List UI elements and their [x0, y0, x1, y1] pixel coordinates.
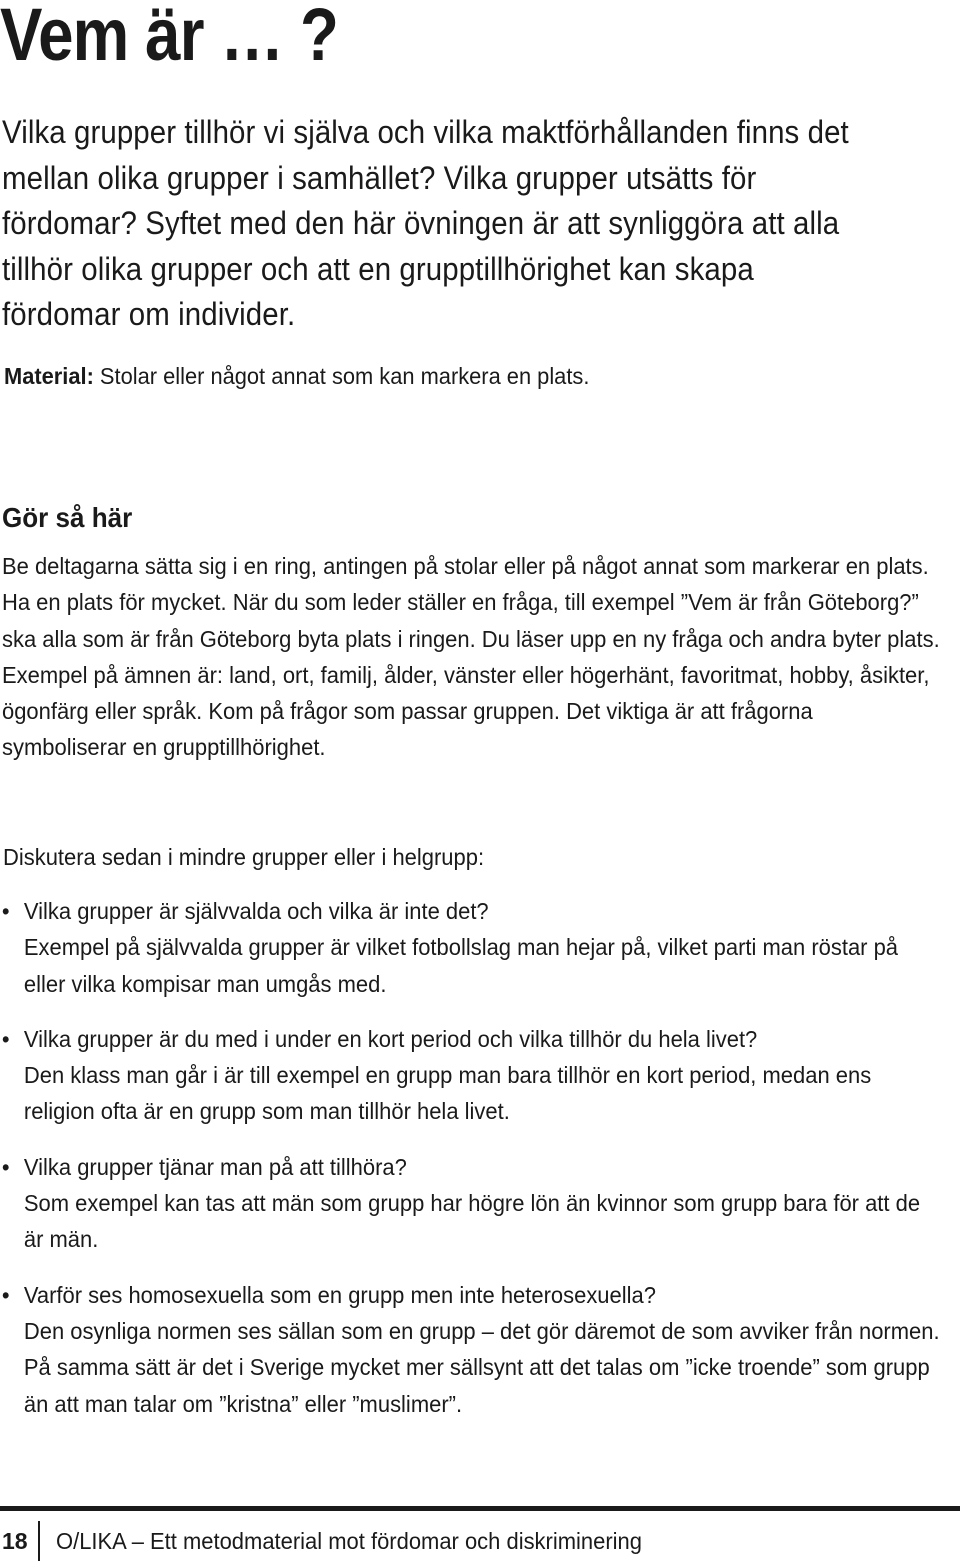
discussion-item [0, 1149, 945, 1258]
discussion-question: Vilka grupper tjänar man på att tillhöra? [23, 1153, 407, 1180]
discussion-question: Vilka grupper är du med i under en kort period och vilka tillhör du hela livet? [23, 1025, 758, 1052]
discussion-question: Varför ses homosexuella som en grupp men inte heterosexuella? [23, 1281, 656, 1308]
page-number: 18 [2, 1528, 28, 1554]
discussion-answer: Den osynliga normen ses sällan som en grupp – det gör däremot de som avviker från normen. På samma sätt är det i Sverige mycket mer sällsynt att det talas om ”icke troende” som grupp än att man talar om ”kristna” eller ”muslimer”. [23, 1317, 940, 1417]
discussion-answer: Exempel på självvalda grupper är vilket fotbollslag man hejar på, vilket parti man röstar på eller vilka kompisar man umgås med. [23, 934, 899, 997]
discussion-answer: Den klass man går i är till exempel en grupp man bara tillhör en kort period, medan ens religion ofta är en grupp som man tillhör hela livet. [23, 1062, 872, 1125]
footer-separator [38, 1521, 40, 1561]
instructions-heading: Gör så här [2, 502, 133, 533]
instructions-body: Be deltagarna sätta sig i en ring, antingen på stolar eller på något annat som markerar en plats. Ha en plats för mycket. När du som leder ställer en fråga, till exempel ”Vem är från Göteborg?” ska alla som är från Göteborg byta plats i ringen. Du läser upp en ny fråga och andra byter plats. Exempel på ämnen är: land, ort, familj, ålder, vänster eller högerhänt, favoritmat, hobby, åsikter, ögonfärg eller språk. Kom på frågor som passar gruppen. Det viktiga är att frågorna symboliserar en grupptillhörighet. [2, 553, 940, 761]
discussion-answer: Som exempel kan tas att män som grupp har högre lön än kvinnor som grupp bara för att de är män. [23, 1190, 921, 1253]
intro-paragraph: Vilka grupper tillhör vi själva och vilka maktförhållanden finns det mellan olika grupper i samhället? Vilka grupper utsätts för fördomar? Syftet med den här övningen är att synliggöra att alla tillhör olika grupper och att en grupptillhörighet kan skapa fördomar om individer. [2, 114, 849, 332]
discussion-list [0, 893, 945, 1441]
bullet-icon: • [1, 1281, 10, 1308]
material-label: Material: [4, 363, 94, 389]
page-title: Vem är … ? [0, 0, 339, 76]
bullet-icon: • [1, 1153, 10, 1180]
discussion-item [0, 893, 945, 1002]
bullet-icon: • [1, 1025, 10, 1052]
footer-divider [0, 1506, 960, 1511]
publication-title: O/LIKA – Ett metodmaterial mot fördomar och diskriminering [56, 1528, 642, 1554]
material-line [4, 360, 589, 392]
page-footer [0, 1521, 960, 1561]
discussion-item [0, 1277, 945, 1422]
bullet-icon: • [1, 898, 10, 924]
discussion-item [0, 1021, 945, 1130]
discussion-lead: Diskutera sedan i mindre grupper eller i helgrupp: [3, 844, 485, 870]
discussion-question: Vilka grupper är självvalda och vilka är inte det? [23, 898, 489, 924]
material-text: Stolar eller något annat som kan markera en plats. [93, 363, 590, 389]
